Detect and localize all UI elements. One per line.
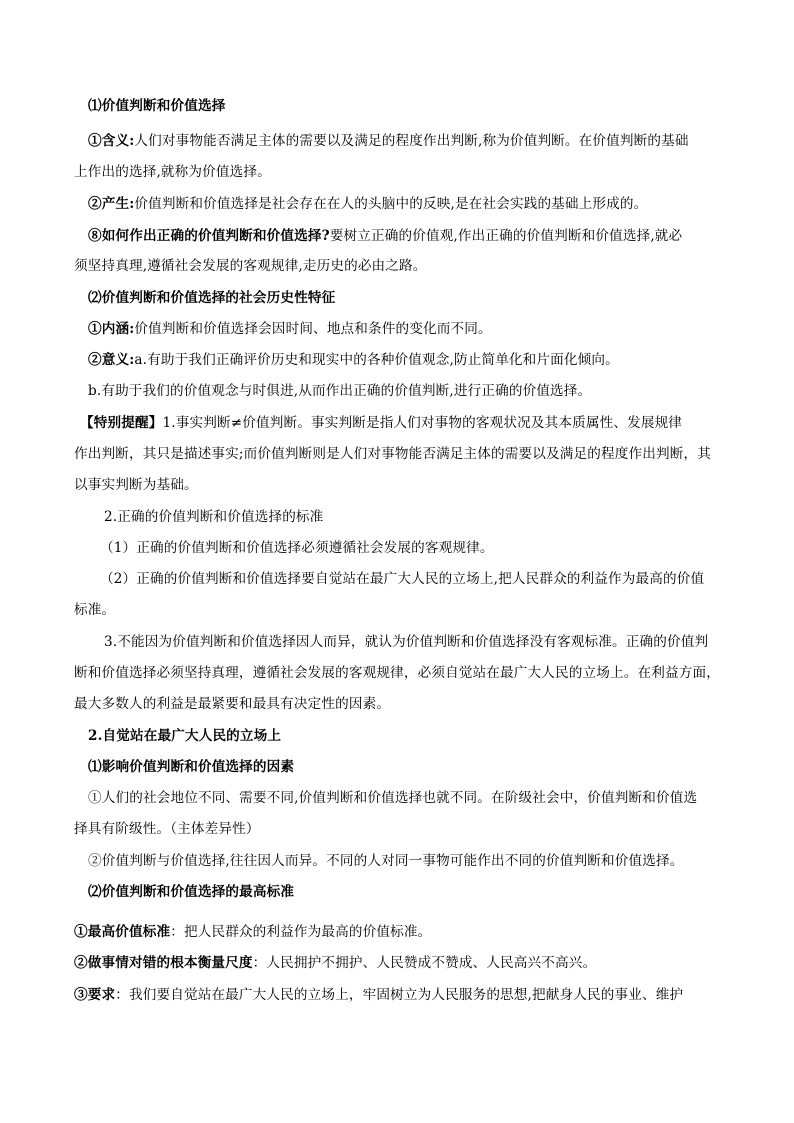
text-line xyxy=(88,131,728,151)
section-heading: 2.自觉站在最广大人民的立场上 xyxy=(88,728,282,744)
text-line xyxy=(88,851,728,871)
text-line xyxy=(88,726,708,746)
line-text: 断和价值选择必须坚持真理，遵循社会发展的客观规律，必须自觉站在最广大人民的立场上。在利益方面， xyxy=(74,665,720,681)
line-text: （1）正确的价值判断和价值选择必须遵循社会发展的客观规律。 xyxy=(100,540,494,556)
text-line xyxy=(74,475,724,495)
line-text: a.有助于我们正确评价历史和现实中的各种价值观念,防止简单化和片面化倾向。 xyxy=(134,352,619,368)
line-text: 1.事实判断≠价值判断。事实判断是指人们对事物的客观状况及其本质属性、发展规律 xyxy=(162,415,683,431)
line-text: 3.不能因为价值判断和价值选择因人而异，就认为价值判断和价值选择没有客观标准。正确的价值判 xyxy=(104,634,709,650)
text-line xyxy=(80,413,730,433)
text-line xyxy=(88,319,728,339)
text-line xyxy=(88,882,708,902)
text-line xyxy=(74,694,724,714)
term-label: ①最高价值标准 xyxy=(74,924,171,940)
text-line xyxy=(74,953,724,973)
line-text: 2.正确的价值判断和价值选择的标准 xyxy=(104,509,324,525)
line-text: 以事实判断为基础。 xyxy=(74,477,198,493)
text-line xyxy=(74,444,724,464)
text-line xyxy=(88,226,728,246)
term-label: ①内涵: xyxy=(88,321,135,337)
text-line xyxy=(74,819,724,839)
line-text: 标准。 xyxy=(74,602,116,618)
line-text: b.有助于我们的价值观念与时俱进,从而作出正确的价值判断,进行正确的价值选择。 xyxy=(88,383,592,399)
line-text: ：把人民群众的利益作为最高的价值标准。 xyxy=(170,924,432,940)
text-line xyxy=(88,96,708,116)
text-line xyxy=(74,663,724,683)
text-line xyxy=(88,788,728,808)
line-text: 择具有阶级性。（主体差异性） xyxy=(74,821,260,837)
line-text: ：人民拥护不拥护、人民赞成不赞成、人民高兴不高兴。 xyxy=(252,955,597,971)
text-line xyxy=(88,194,728,214)
line-text: ：我们要自觉站在最广大人民的立场上，牢固树立为人民服务的思想,把献身人民的事业、维护 xyxy=(115,987,684,1003)
line-text: 人们对事物能否满足主体的需要以及满足的程度作出判断,称为价值判断。在价值判断的基础 xyxy=(134,133,689,149)
section-heading: ⑵价值判断和价值选择的社会历史性特征 xyxy=(88,290,336,306)
line-text: 上作出的选择,就称为价值选择。 xyxy=(74,164,271,180)
line-text: 要树立正确的价值观,作出正确的价值判断和价值选择,就必 xyxy=(329,228,683,244)
text-line xyxy=(74,922,724,942)
text-line xyxy=(74,600,724,620)
text-line xyxy=(88,381,728,401)
line-text: ⑴价值判断和价值选择 xyxy=(88,98,226,114)
term-label: ①含义: xyxy=(88,133,135,149)
text-line xyxy=(88,288,708,308)
text-line xyxy=(74,985,724,1005)
line-text: ②价值判断与价值选择,往往因人而异。不同的人对同一事物可能作出不同的价值判断和价值选择。 xyxy=(88,853,684,869)
line-text: 最大多数人的利益是最紧要和最具有决定性的因素。 xyxy=(74,696,391,712)
line-text: 价值判断和价值选择是社会存在在人的头脑中的反映,是在社会实践的基础上形成的。 xyxy=(134,196,648,212)
text-line xyxy=(74,256,724,276)
note-label: 【特别提醒】 xyxy=(80,415,163,431)
text-line xyxy=(88,350,728,370)
text-line xyxy=(100,569,730,589)
text-line xyxy=(104,507,724,527)
term-label: ③要求 xyxy=(74,987,116,1003)
text-line xyxy=(88,757,708,777)
section-heading: ⑴影响价值判断和价值选择的因素 xyxy=(88,759,295,775)
line-text: 须坚持真理,遵循社会发展的客观规律,走历史的必由之路。 xyxy=(74,258,427,274)
text-line xyxy=(74,162,724,182)
term-label: ②产生: xyxy=(88,196,135,212)
term-label: ⑧如何作出正确的价值判断和价值选择? xyxy=(88,228,330,244)
line-text: （2）正确的价值判断和价值选择要自觉站在最广大人民的立场上,把人民群众的利益作为最高的价值 xyxy=(100,571,705,587)
line-text: 价值判断和价值选择会因时间、地点和条件的变化而不同。 xyxy=(134,321,492,337)
line-text: 作出判断，其只是描述事实;而价值判断则是人们对事物能否满足主体的需要以及满足的程度作出判断，其 xyxy=(74,446,711,462)
text-line xyxy=(104,632,734,652)
section-heading: ⑵价值判断和价值选择的最高标准 xyxy=(88,884,295,900)
text-line xyxy=(100,538,720,558)
term-label: ②意义: xyxy=(88,352,135,368)
term-label: ②做事情对错的根本衡量尺度 xyxy=(74,955,253,971)
line-text: ①人们的社会地位不同、需要不同,价值判断和价值选择也就不同。在阶级社会中，价值判断和价值选 xyxy=(88,790,698,806)
